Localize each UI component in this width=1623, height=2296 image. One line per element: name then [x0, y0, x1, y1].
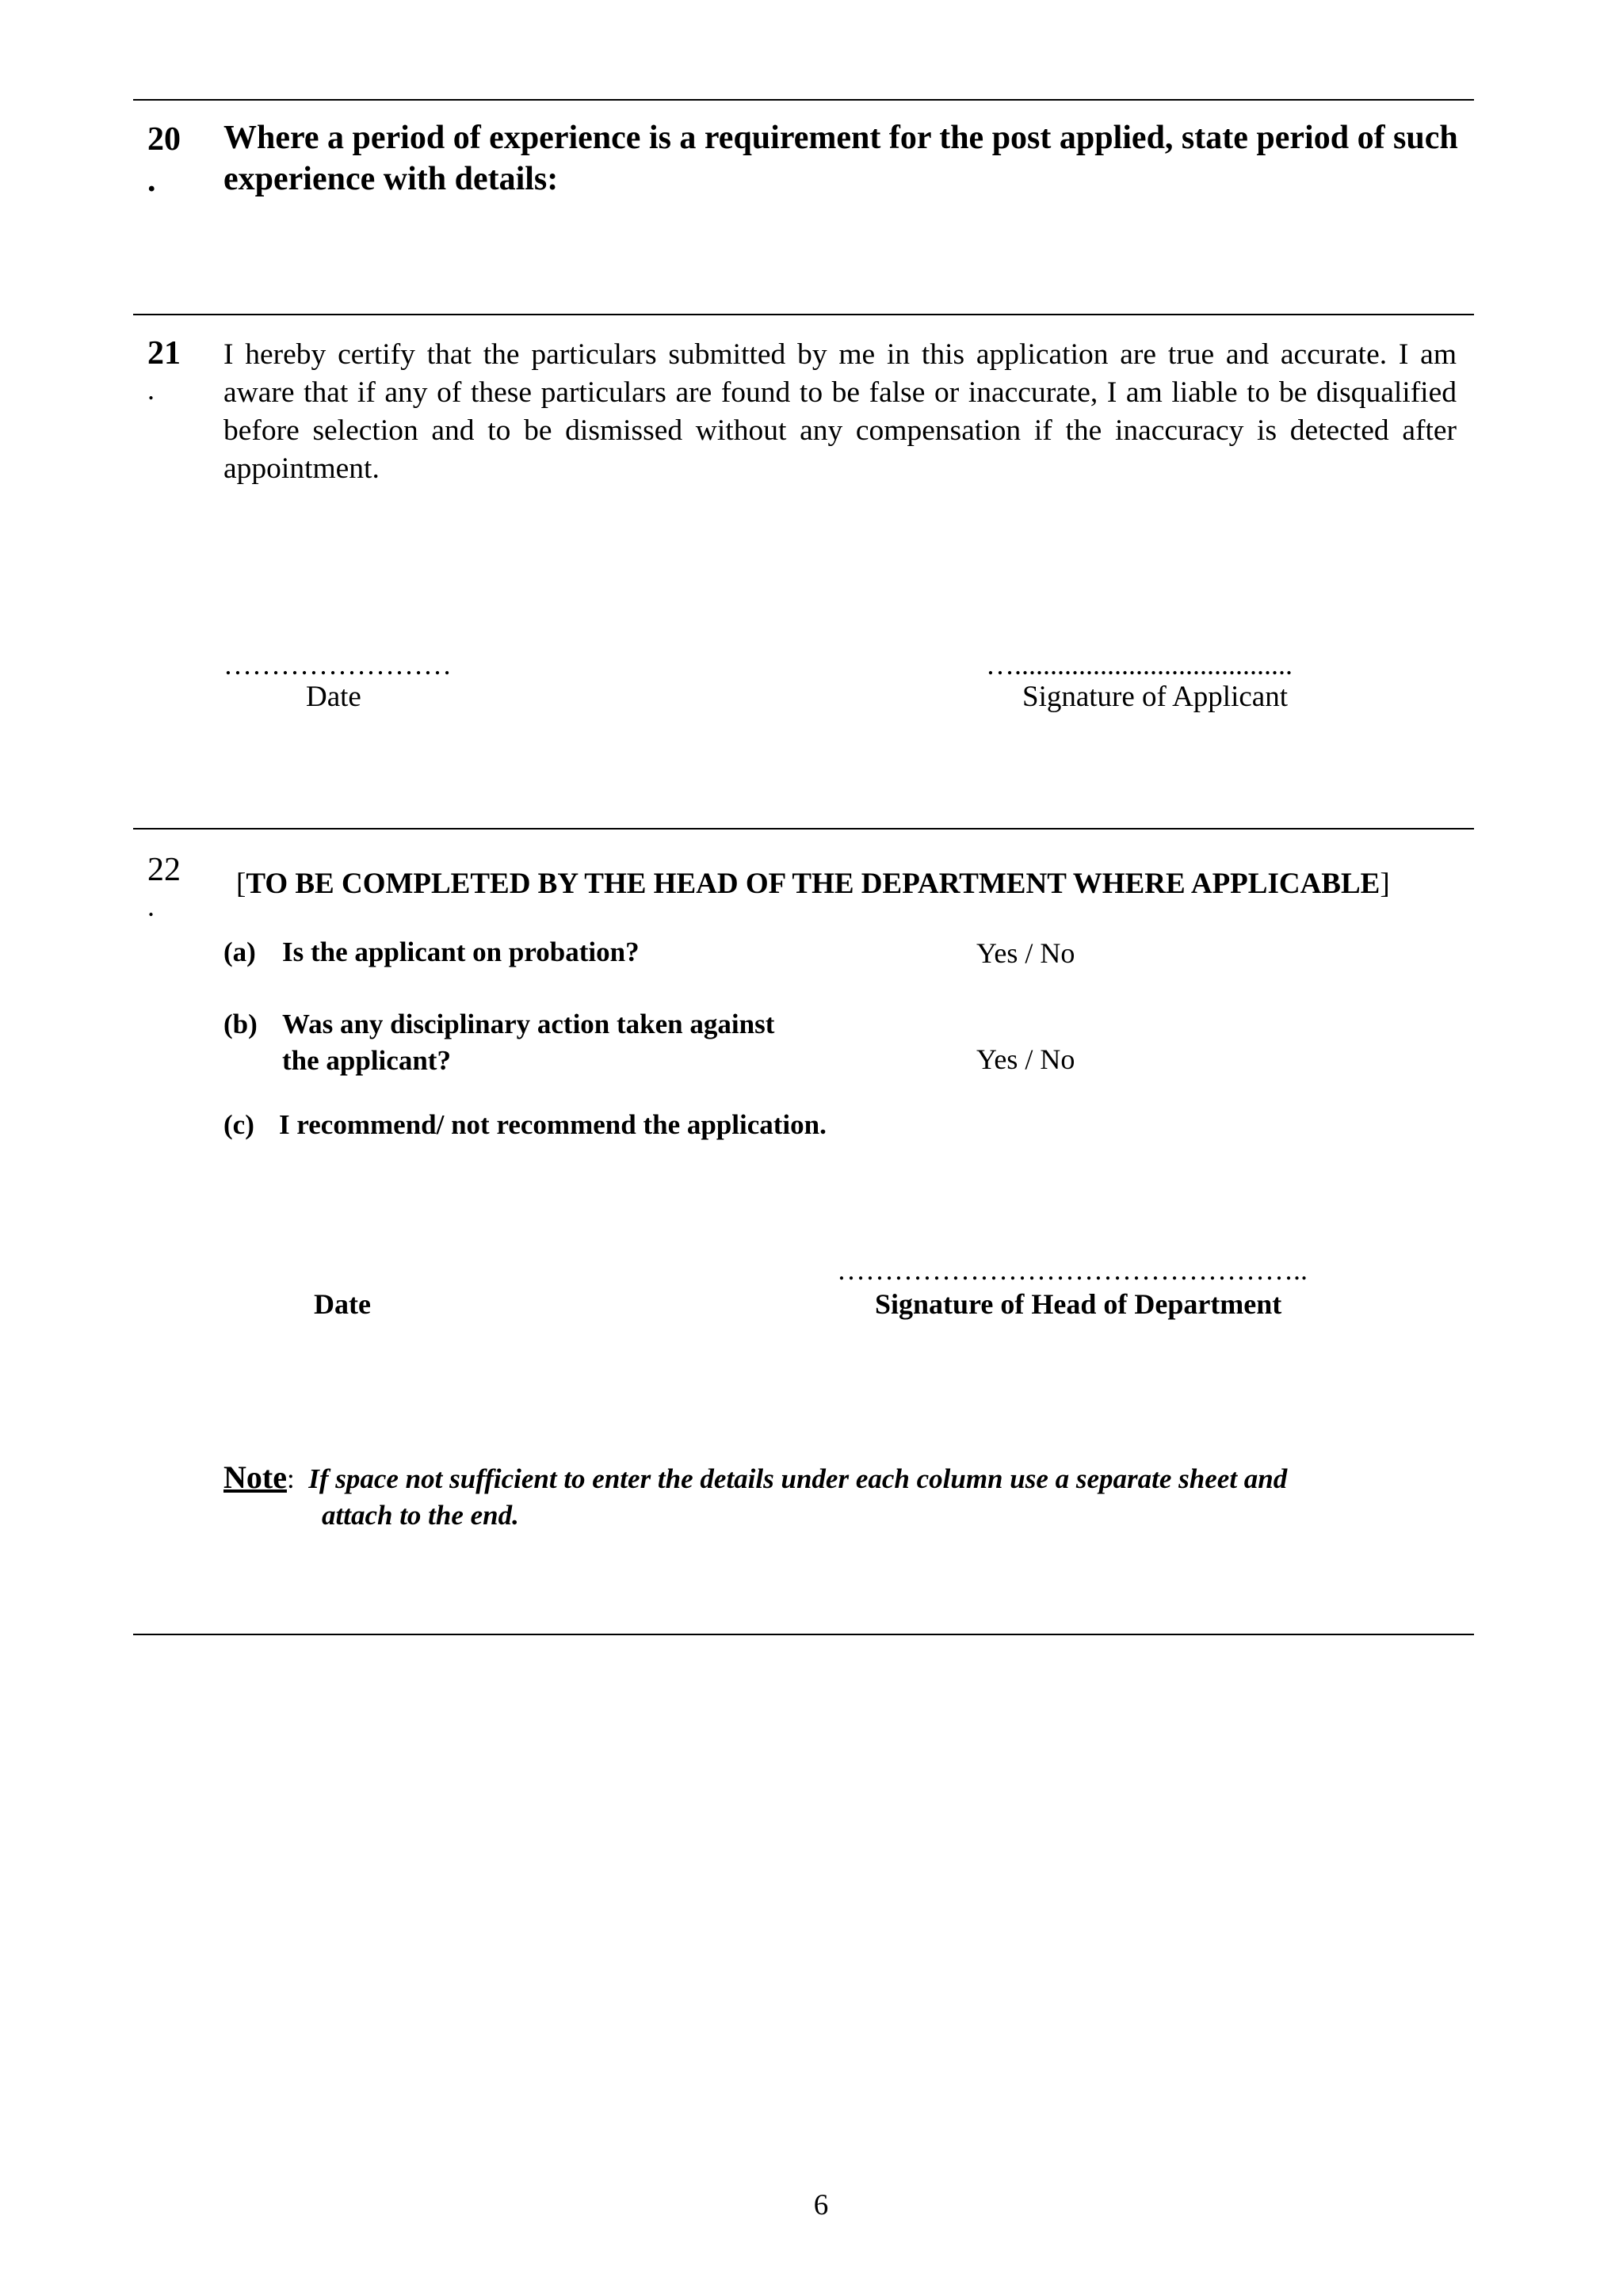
applicant-signature-label: Signature of Applicant: [1022, 681, 1288, 713]
item-22-number: 22 .: [147, 852, 181, 922]
note-text-line1: If space not sufficient to enter the details under each column use a separate sheet and: [308, 1463, 1288, 1494]
question-b: (b) Was any disciplinary action taken against the applicant?: [223, 1009, 775, 1076]
note-text-line2: attach to the end.: [322, 1500, 519, 1531]
applicant-signature-field[interactable]: ….......................................: [986, 649, 1293, 681]
item-22-heading: [TO BE COMPLETED BY THE HEAD OF THE DEPARTMENT WHERE APPLICABLE]: [236, 868, 1390, 900]
page-number: 6: [813, 2189, 829, 2222]
applicant-date-label: Date: [306, 681, 361, 713]
divider-before-22: [133, 828, 1474, 830]
bottom-divider: [133, 1634, 1474, 1635]
item-20-number: 20 .: [147, 121, 181, 199]
question-a-answer[interactable]: Yes / No: [976, 937, 1075, 969]
hod-signature-label: Signature of Head of Department: [875, 1288, 1282, 1320]
note: Note: If space not sufficient to enter the details under each column use a separate sheet and attach to the end.: [223, 1459, 1412, 1534]
divider-before-21: [133, 314, 1474, 315]
item-21-number: 21 .: [147, 335, 181, 406]
question-c: (c) I recommend/ not recommend the application.: [223, 1109, 827, 1140]
hod-signature-field[interactable]: …………………………………………..: [837, 1254, 1308, 1286]
hod-date-label: Date: [314, 1288, 371, 1320]
item-21-declaration: I hereby certify that the particulars submitted by me in this application are true and accurate. I am aware that if any of these particulars are found to be false or inaccurate, I am liable to be disqualified before selection and to be dismissed without any compensation if the inaccuracy is detected after appointment.: [223, 338, 1457, 485]
question-a: (a) Is the applicant on probation?: [223, 936, 640, 967]
applicant-date-field[interactable]: ……………………: [223, 649, 452, 681]
top-divider: [133, 99, 1474, 101]
note-label: Note: [223, 1459, 287, 1495]
item-20-question: Where a period of experience is a requirement for the post applied, state period of such experience with details:: [223, 120, 1458, 197]
question-b-answer[interactable]: Yes / No: [976, 1043, 1075, 1075]
